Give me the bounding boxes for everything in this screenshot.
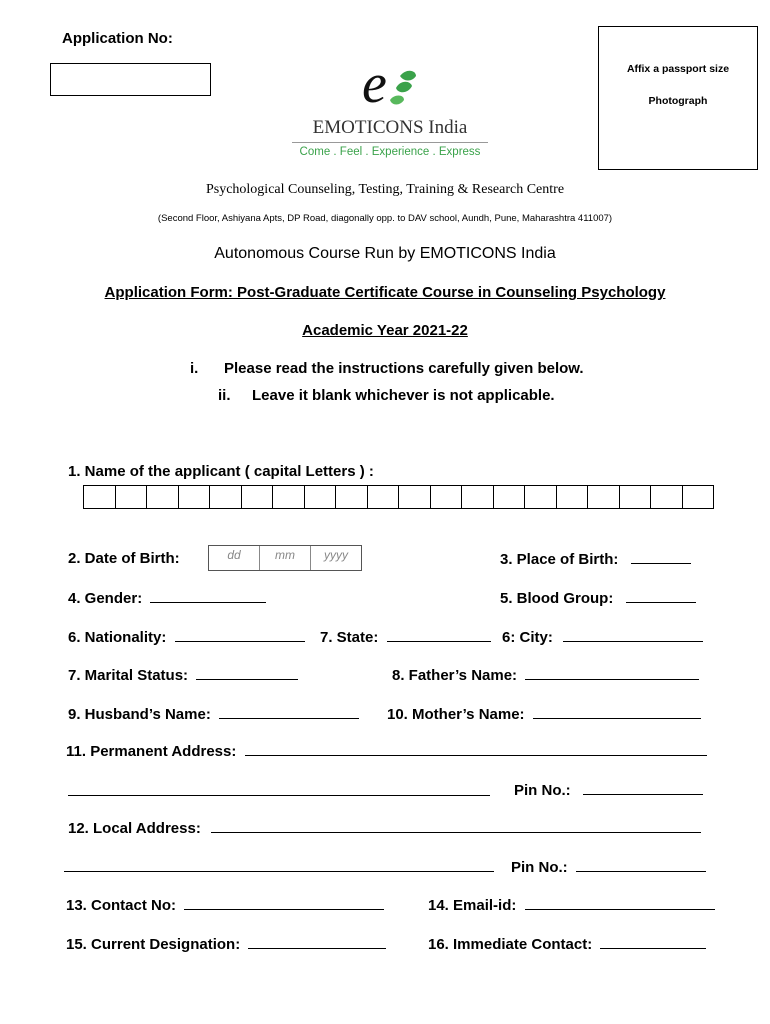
local-address-line-2[interactable] (64, 857, 494, 872)
email-line[interactable] (525, 895, 715, 910)
dob-input[interactable] (208, 545, 362, 571)
logo-tagline: Come . Feel . Experience . Express (299, 146, 481, 158)
nationality-line[interactable] (175, 627, 305, 642)
local-address-field (68, 818, 701, 837)
mothers-name-line[interactable] (533, 704, 701, 719)
logo-mark (290, 54, 490, 114)
blood-group-line[interactable] (626, 588, 696, 603)
instruction-item (218, 387, 555, 404)
pin-label: Pin No.: (511, 859, 568, 876)
city-line[interactable] (563, 627, 703, 642)
contact-field (66, 895, 384, 914)
nationality-label: 6. Nationality: (68, 629, 167, 646)
email-field (428, 895, 715, 914)
name-letter-boxes[interactable] (83, 485, 714, 509)
immediate-contact-field (428, 934, 706, 953)
permanent-address-field (66, 741, 707, 760)
place-of-birth-line[interactable] (631, 549, 691, 564)
fathers-name-line[interactable] (525, 665, 699, 680)
designation-line[interactable] (248, 934, 386, 949)
gender-field (68, 588, 266, 607)
nationality-field (68, 627, 305, 646)
pin-line-1[interactable] (583, 780, 703, 795)
local-address-line[interactable] (211, 818, 701, 833)
city-field (502, 627, 703, 646)
fathers-name-label: 8. Father’s Name: (392, 667, 518, 684)
gender-line[interactable] (150, 588, 266, 603)
form-title: Application Form: Post-Graduate Certificate Course in Counseling Psychology (104, 284, 666, 301)
photo-instruction-line1: Affix a passport size (626, 63, 730, 75)
autonomous-course-line: Autonomous Course Run by EMOTICONS India (214, 245, 556, 262)
permanent-address-line-2[interactable] (68, 781, 490, 796)
marital-status-field (68, 665, 298, 684)
dob-month-field[interactable]: mm (260, 546, 311, 570)
fathers-name-field (392, 665, 699, 684)
centre-address: (Second Floor, Ashiyana Apts, DP Road, diagonally opp. to DAV school, Aundh, Pune, Maharashtra 411007) (157, 213, 613, 224)
permanent-address-line[interactable] (245, 741, 707, 756)
city-label: 6: City: (502, 629, 553, 646)
academic-year: Academic Year 2021-22 (302, 322, 468, 339)
instruction-text: Please read the instructions carefully given below. (224, 360, 584, 377)
dob-label: 2. Date of Birth: (68, 550, 180, 567)
pin-field-2 (511, 857, 706, 876)
designation-label: 15. Current Designation: (66, 936, 241, 953)
place-of-birth-field (500, 549, 691, 568)
gender-label: 4. Gender: (68, 590, 143, 607)
instruction-number: ii. (218, 387, 231, 404)
local-address-label: 12. Local Address: (68, 820, 201, 837)
place-of-birth-label: 3. Place of Birth: (500, 551, 619, 568)
dob-year-field[interactable]: yyyy (324, 548, 348, 562)
logo-divider (292, 142, 488, 143)
immediate-contact-label: 16. Immediate Contact: (428, 936, 593, 953)
husbands-name-label: 9. Husband’s Name: (68, 706, 211, 723)
application-no-input[interactable] (50, 63, 211, 96)
designation-field (66, 934, 386, 953)
emoticons-logo (290, 54, 490, 164)
contact-line[interactable] (184, 895, 384, 910)
dob-day-field[interactable]: dd (209, 546, 260, 570)
centre-name: Psychological Counseling, Testing, Training & Research Centre (205, 182, 565, 197)
instruction-text: Leave it blank whichever is not applicable. (252, 387, 555, 404)
mothers-name-field (387, 704, 701, 723)
blood-group-field (500, 588, 696, 607)
email-label: 14. Email-id: (428, 897, 517, 914)
contact-label: 13. Contact No: (66, 897, 177, 914)
marital-status-label: 7. Marital Status: (68, 667, 189, 684)
marital-status-line[interactable] (196, 665, 298, 680)
blood-group-label: 5. Blood Group: (500, 590, 614, 607)
logo-name: EMOTICONS India (312, 117, 468, 138)
instruction-number: i. (190, 360, 199, 377)
photo-box (598, 26, 758, 170)
pin-label: Pin No.: (514, 782, 571, 799)
state-label: 7. State: (320, 629, 379, 646)
instruction-item (190, 360, 584, 377)
husbands-name-field (68, 704, 359, 723)
mothers-name-label: 10. Mother’s Name: (387, 706, 525, 723)
pin-line-2[interactable] (576, 857, 706, 872)
husbands-name-line[interactable] (219, 704, 359, 719)
permanent-address-label: 11. Permanent Address: (66, 743, 237, 760)
pin-field-1 (514, 780, 703, 799)
name-label: 1. Name of the applicant ( capital Letters ) : (68, 463, 374, 480)
logo-letter: e (362, 54, 387, 114)
immediate-contact-line[interactable] (600, 934, 706, 949)
state-field (320, 627, 491, 646)
photo-instruction-line2: Photograph (648, 95, 708, 107)
state-line[interactable] (387, 627, 491, 642)
application-no-label: Application No: (62, 30, 173, 47)
